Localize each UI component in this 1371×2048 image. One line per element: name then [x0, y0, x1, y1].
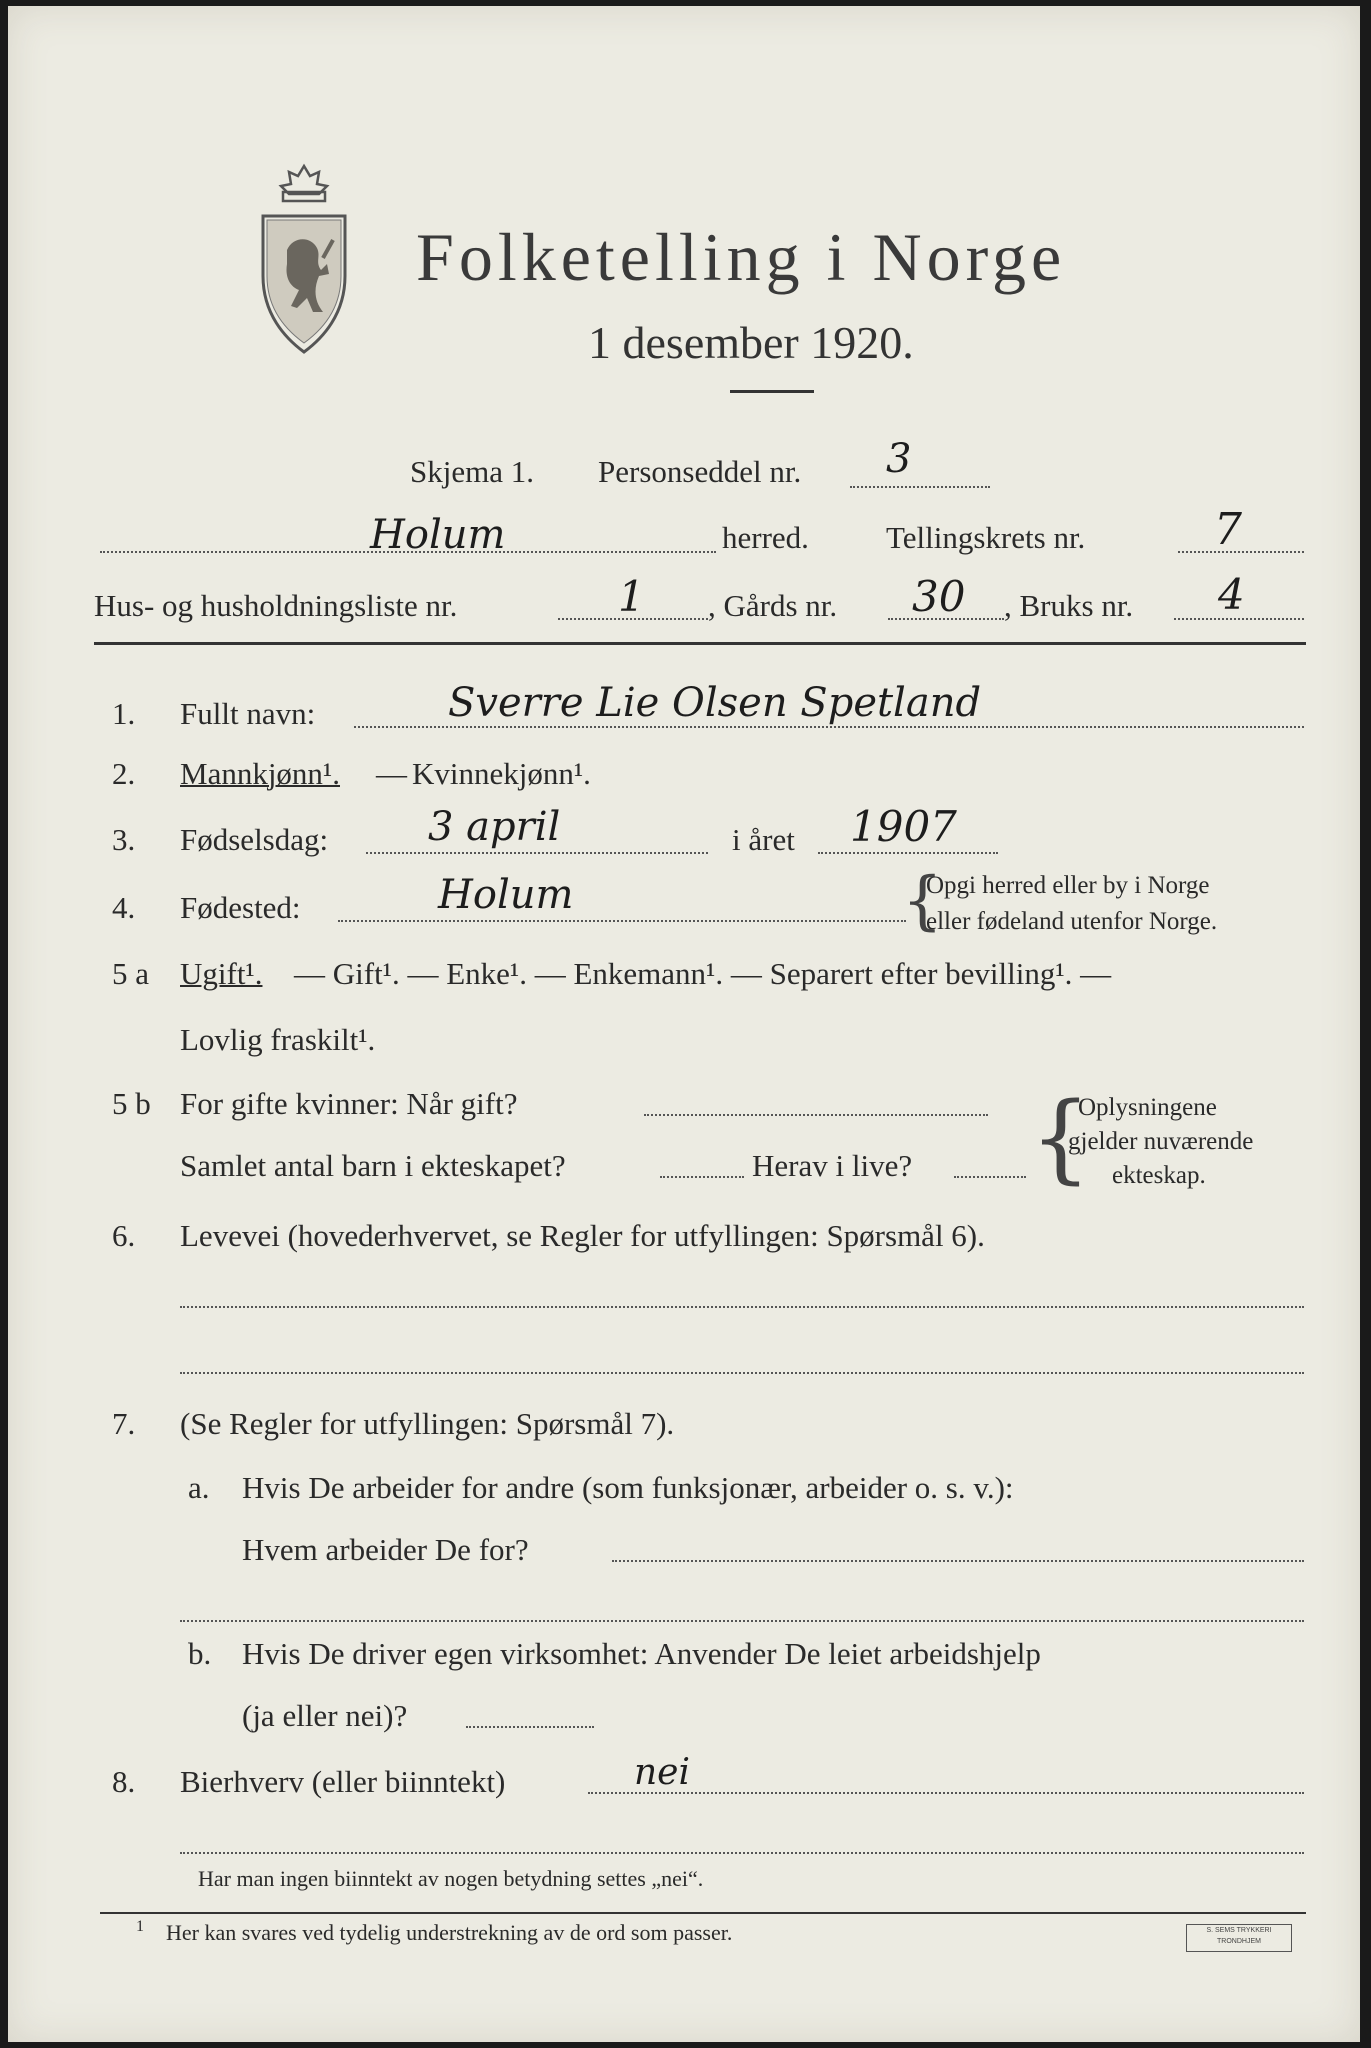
sivilstand-options[interactable]: — Gift¹. — Enke¹. — Enkemann¹. — Separert efter bevilling¹. —: [294, 956, 1112, 991]
gards-label: , Gårds nr.: [708, 588, 838, 623]
q2-separator: —: [376, 756, 407, 791]
q5b-note-brace: {: [1030, 1082, 1092, 1194]
fodested-field-line: [338, 920, 906, 922]
fodested-label: Fødested:: [180, 890, 301, 925]
herred-value[interactable]: Holum: [370, 512, 506, 558]
tellingskrets-value[interactable]: 7: [1214, 504, 1242, 555]
lovlig-fraskilt-option[interactable]: Lovlig fraskilt¹.: [180, 1022, 376, 1057]
naar-gift-field-line: [644, 1114, 988, 1116]
fullt-navn-value[interactable]: Sverre Lie Olsen Spetland: [448, 680, 982, 726]
husholdningsliste-value[interactable]: 1: [618, 572, 645, 621]
levevei-field-line-1[interactable]: [180, 1306, 1304, 1308]
bruks-value[interactable]: 4: [1218, 570, 1245, 619]
bruks-label: , Bruks nr.: [1004, 588, 1134, 623]
bierhverv-field-line: [588, 1792, 1304, 1794]
q8-number: 8.: [112, 1764, 136, 1799]
footnote-mark: 1: [136, 1918, 144, 1935]
bierhverv-value[interactable]: nei: [634, 1752, 691, 1793]
q2-number: 2.: [112, 756, 136, 791]
printer-stamp-line1: S. SEMS TRYKKERI: [1206, 1927, 1272, 1934]
q7-label: (Se Regler for utfyllingen: Spørsmål 7).: [180, 1406, 675, 1441]
q5b-note-line2: gjelder nuværende: [1068, 1128, 1254, 1155]
q7a-question: Hvis De arbeider for andre (som funksjonær, arbeider o. s. v.):: [242, 1470, 1014, 1505]
q5b-number: 5 b: [112, 1086, 151, 1121]
hvem-arbeider-label: Hvem arbeider De for?: [242, 1532, 529, 1567]
form-title: Folketelling i Norge: [416, 219, 1067, 295]
q1-number: 1.: [112, 696, 136, 731]
aaret-value[interactable]: 1907: [850, 802, 957, 851]
bierhverv-label: Bierhverv (eller biinntekt): [180, 1764, 506, 1799]
fodested-value[interactable]: Holum: [438, 872, 574, 918]
q5b-note-line3: ekteskap.: [1112, 1162, 1206, 1189]
personseddel-field-line: [850, 486, 990, 488]
printer-stamp: [1186, 1924, 1292, 1952]
title-divider: [730, 390, 814, 393]
q3-number: 3.: [112, 822, 136, 857]
antal-barn-field-line: [660, 1176, 744, 1178]
census-date: 1 desember 1920.: [588, 317, 914, 368]
header-rule: [94, 642, 1306, 645]
ja-eller-nei-label: (ja eller nei)?: [242, 1698, 408, 1733]
personseddel-value[interactable]: 3: [886, 436, 912, 482]
fodselsdag-value[interactable]: 3 april: [428, 804, 561, 850]
levevei-label: Levevei (hovederhvervet, se Regler for utfyllingen: Spørsmål 6).: [180, 1218, 985, 1253]
footnote-rule: [100, 1912, 1306, 1914]
aaret-field-line: [818, 852, 998, 854]
q7a-letter: a.: [188, 1470, 210, 1505]
q7b-question: Hvis De driver egen virksomhet: Anvender De leiet arbeidshjelp: [242, 1636, 1041, 1671]
hvem-arbeider-field-line[interactable]: [612, 1560, 1304, 1562]
levevei-field-line-2[interactable]: [180, 1372, 1304, 1374]
q7a-extra-field-line[interactable]: [180, 1620, 1304, 1622]
ja-eller-nei-field-line[interactable]: [466, 1726, 594, 1728]
printer-stamp-line2: TRONDHJEM: [1217, 1938, 1261, 1945]
census-form: [8, 6, 1360, 2042]
q4-number: 4.: [112, 890, 136, 925]
fullt-navn-field-line: [354, 726, 1304, 728]
naar-gift-label: For gifte kvinner: Når gift?: [180, 1086, 518, 1121]
fodested-note-line2: eller fødeland utenfor Norge.: [926, 908, 1218, 935]
q7b-letter: b.: [188, 1636, 212, 1671]
footnote-text: Her kan svares ved tydelig understrekning av de ord som passer.: [166, 1920, 733, 1945]
coat-of-arms-icon: [253, 158, 355, 358]
herred-label: herred.: [722, 520, 809, 555]
gards-value[interactable]: 30: [912, 572, 966, 621]
skjema-label: Skjema 1.: [410, 454, 534, 489]
tellingskrets-label: Tellingskrets nr.: [886, 520, 1086, 555]
q4-note-brace: {: [902, 864, 943, 938]
q7-number: 7.: [112, 1406, 136, 1441]
antal-barn-label: Samlet antal barn i ekteskapet?: [180, 1148, 566, 1183]
fodselsdag-label: Fødselsdag:: [180, 822, 329, 857]
bierhverv-extra-field-line[interactable]: [180, 1852, 1304, 1854]
kvinnekjonn-option[interactable]: Kvinnekjønn¹.: [412, 756, 591, 791]
aaret-label: i året: [732, 822, 795, 857]
husholdningsliste-label: Hus- og husholdningsliste nr.: [94, 588, 458, 623]
q5a-number: 5 a: [112, 956, 150, 991]
fullt-navn-label: Fullt navn:: [180, 696, 316, 731]
herav-i-live-field-line: [954, 1176, 1026, 1178]
personseddel-label: Personseddel nr.: [598, 454, 802, 489]
q6-number: 6.: [112, 1218, 136, 1253]
nei-note: Har man ingen biinntekt av nogen betydning settes „nei“.: [198, 1866, 704, 1891]
mannkjonn-option[interactable]: Mannkjønn¹.: [180, 756, 340, 791]
fodested-note-line1: Opgi herred eller by i Norge: [926, 872, 1210, 899]
herav-i-live-label: Herav i live?: [752, 1148, 913, 1183]
ugift-option[interactable]: Ugift¹.: [180, 956, 263, 991]
q5b-note-line1: Oplysningene: [1078, 1094, 1217, 1121]
fodselsdag-field-line: [366, 852, 708, 854]
